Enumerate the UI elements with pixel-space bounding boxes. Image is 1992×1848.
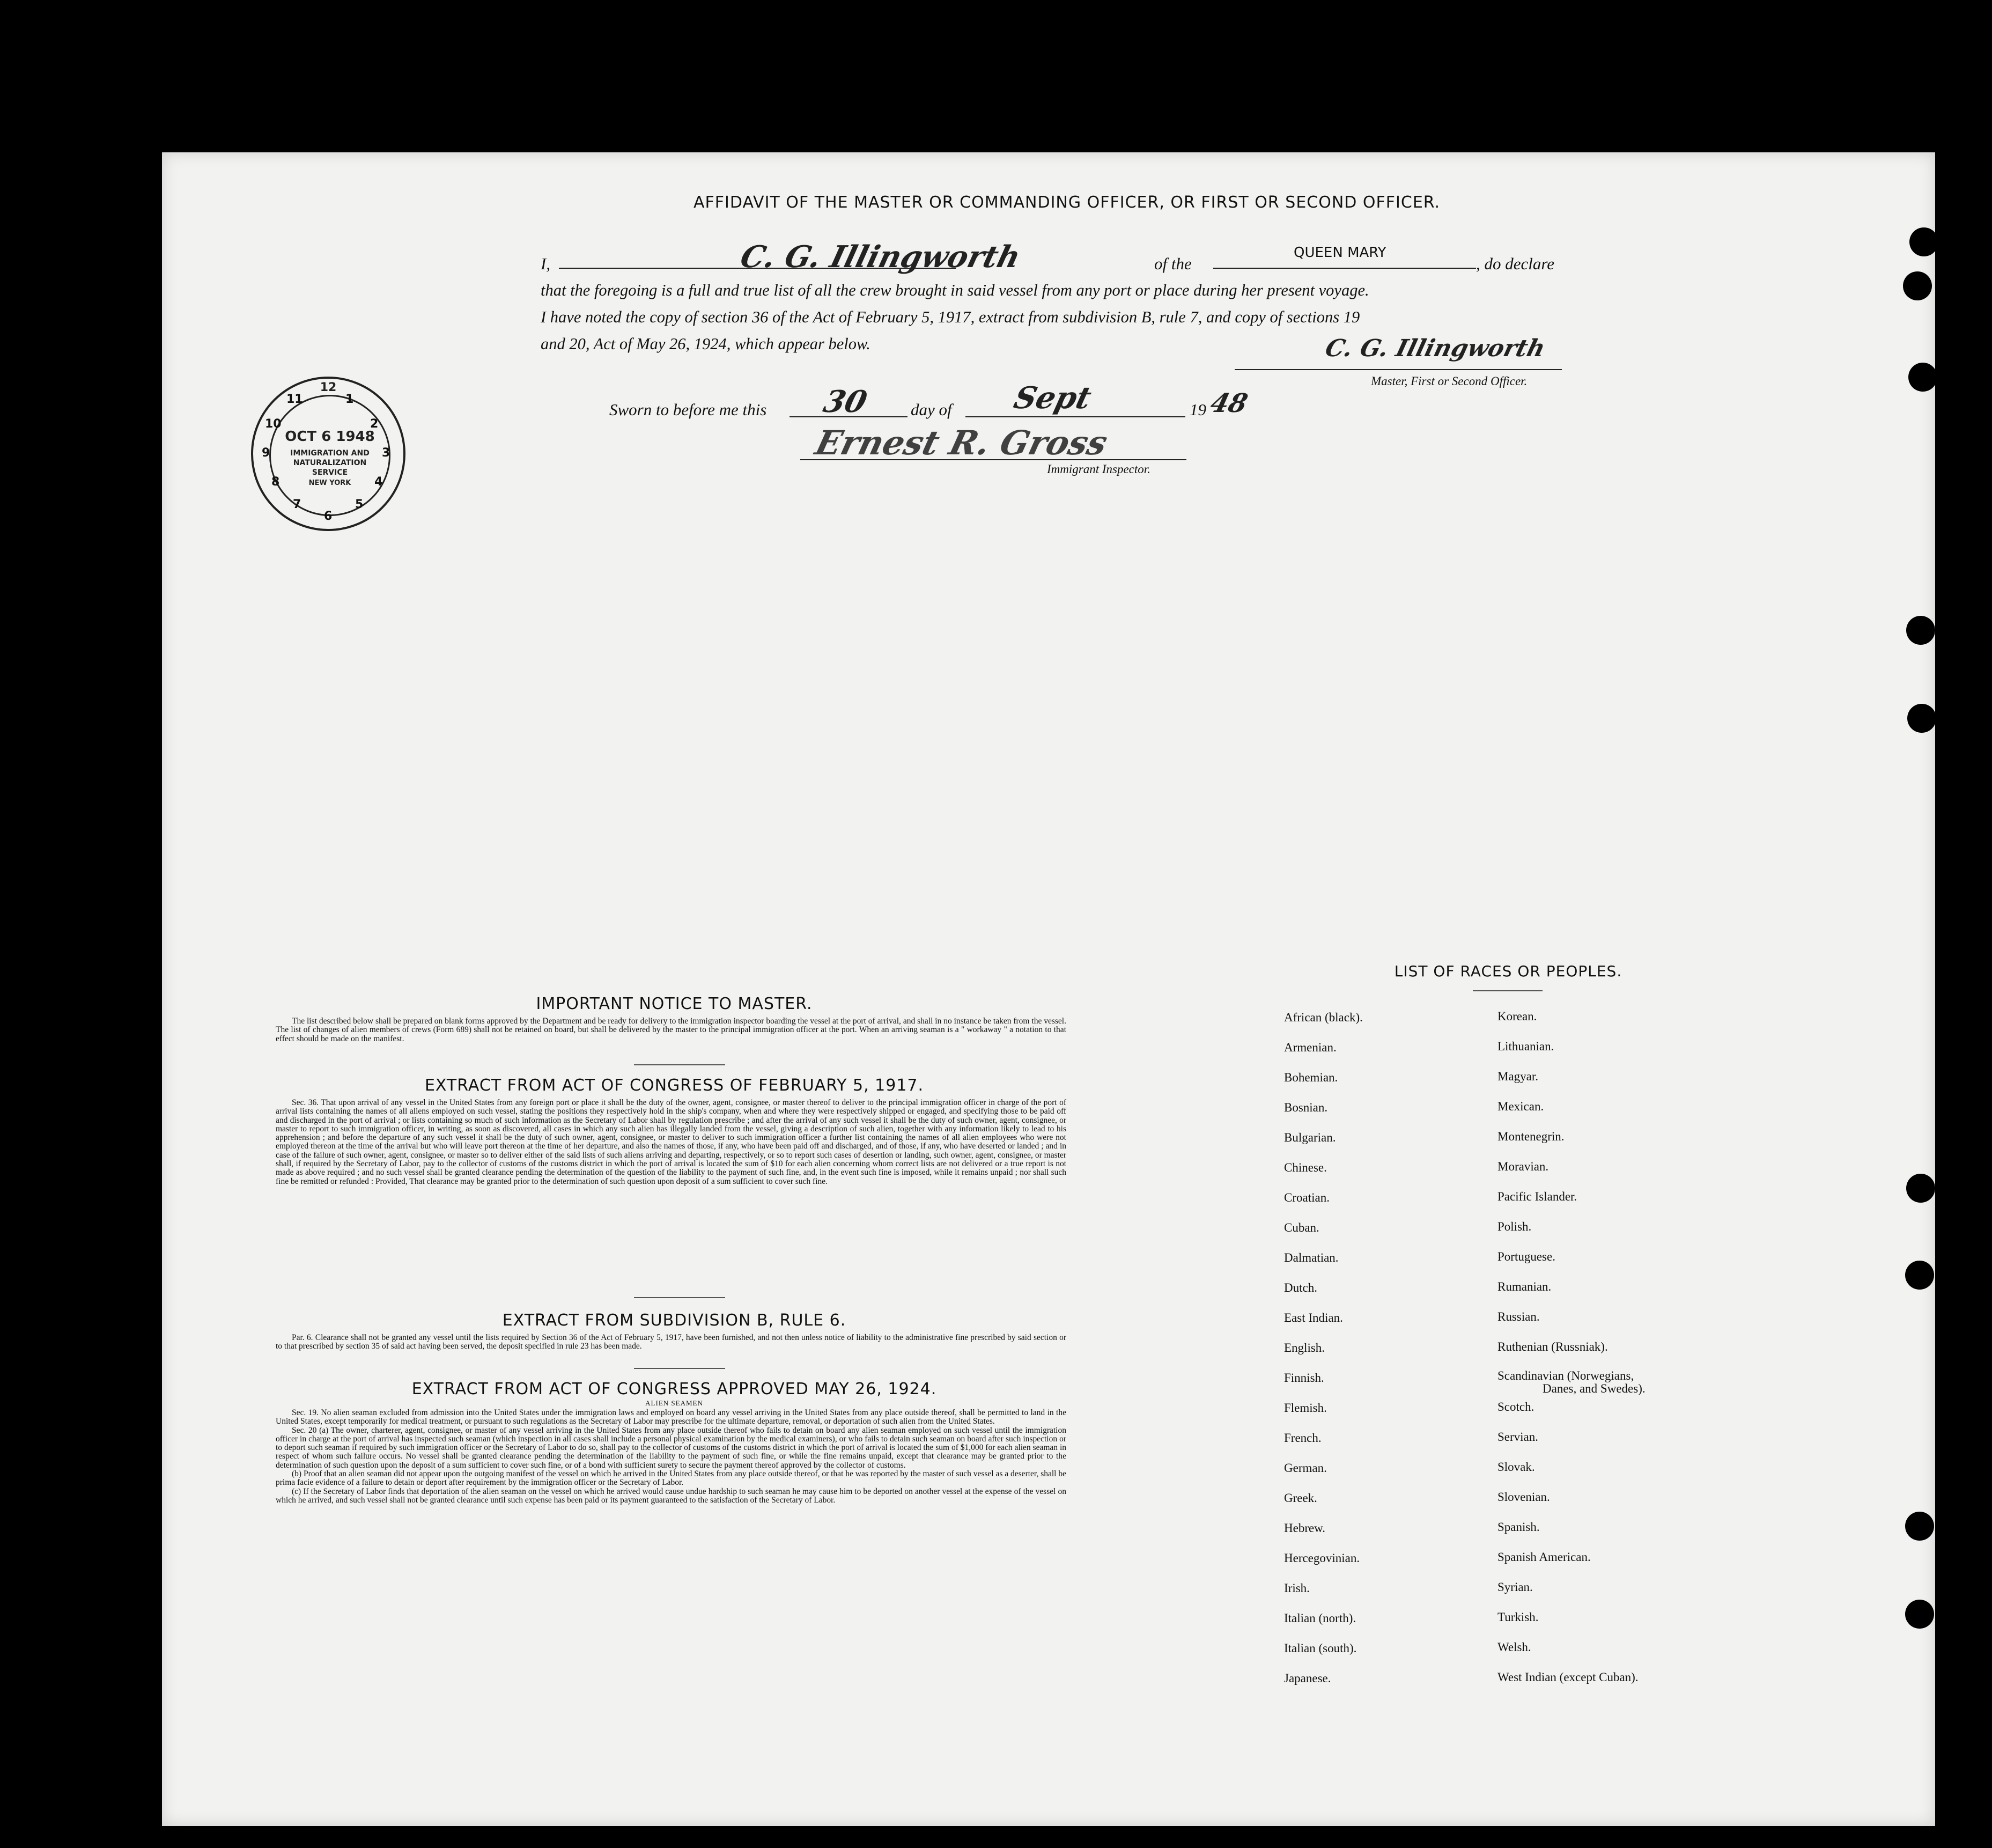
stamp-clock-12: 12 <box>320 381 337 394</box>
race-left-item: East Indian. <box>1284 1311 1343 1324</box>
race-right-item: Welsh. <box>1497 1640 1531 1654</box>
master-signature: C. G. Illingworth <box>1322 335 1548 362</box>
race-left-item: Italian (north). <box>1284 1611 1356 1625</box>
stamp-clock-7: 7 <box>293 498 301 511</box>
race-right-item: Moravian. <box>1497 1160 1549 1173</box>
master-signature-line <box>1235 369 1562 370</box>
race-right-item-continued: Danes, and Swedes). <box>1543 1382 1646 1395</box>
year-prefix: 19 <box>1190 400 1206 419</box>
subdivision-b-text <box>276 1334 1066 1351</box>
stamp-inner-ring <box>269 395 390 516</box>
punch-hole <box>1905 1261 1934 1290</box>
race-right-item: Magyar. <box>1497 1070 1539 1083</box>
punch-hole <box>1908 363 1937 392</box>
stamp-clock-2: 2 <box>370 417 379 431</box>
stamp-location: NEW YORK <box>308 479 351 487</box>
stamp-agency-line1: IMMIGRATION AND <box>290 449 370 458</box>
race-right-item: Korean. <box>1497 1010 1537 1023</box>
race-right-item: Scandinavian (Norwegians, <box>1497 1369 1634 1382</box>
stamp-agency-line3: SERVICE <box>312 468 348 477</box>
notice-text <box>276 1017 1066 1043</box>
stamp-agency-line2: NATURALIZATION <box>293 459 367 467</box>
extract-1917-text <box>276 1099 1066 1186</box>
race-left-item: Croatian. <box>1284 1191 1330 1204</box>
punch-hole <box>1907 704 1936 733</box>
sworn-label: Sworn to before me this <box>609 400 767 419</box>
race-left-item: German. <box>1284 1461 1327 1475</box>
extract-1924-subtitle: ALIEN SEAMEN <box>645 1399 703 1407</box>
subdivision-b-title: EXTRACT FROM SUBDIVISION B, RULE 6. <box>502 1311 846 1330</box>
extract-1917-title: EXTRACT FROM ACT OF CONGRESS OF FEBRUARY 5, 1917. <box>424 1076 924 1095</box>
race-left-item: Bulgarian. <box>1284 1131 1336 1144</box>
inspector-signature: Ernest R. Gross <box>811 423 1112 462</box>
extract-1917-paragraph: Sec. 36. That upon arrival of any vessel in the United States from any foreign port or place it shall be the duty of the owner, agent, consignee, or master thereof to deliver to the principal immigration officer in charge of the port of arrival lists containing the names of all aliens employed on such vessel, stating the positions they respectively hold in the ship's company, when and where they were respectively shipped or engaged, and specifying those to be paid off and discharged in the port of arrival ; or lists containing so much of such information as the Secretary of Labor shall by regulation prescribe ; and after the arrival of any such vessel it shall be the duty of such owner, agent, consignee, or master to report to such immigration officer, in writing, as soon as discovered, all cases in which any such alien has illegally landed from the vessel, giving a description of such alien, together with any information likely to lead to his apprehension ; and before the departure of any such vessel it shall be the duty of such owner, agent, consignee, or master to deliver to such immigration officer a further list containing the names of all alien employees who were not employed thereon at the time of the arrival but who will leave port thereon at the time of her departure, and also the names of those, if any, who have been paid off and discharged, and of those, if any, who have deserted or landed ; and in case of the failure of such owner, agent, consignee, or master so to deliver either of the said lists of such aliens arriving and departing, respectively, or so to report such cases of desertion or landing, such owner, agent, consignee, or master shall, if required by the Secretary of Labor, pay to the collector of customs of the customs district in which the port of arrival is located the sum of $10 for each alien concerning whom correct lists are not delivered or a true report is not made as above required ; and no such vessel shall be granted clearance pending the determination of the question of the liability to the payment of such fine, and, in the event such fine is imposed, while it remains unpaid ; nor shall such fine be remitted or refunded : Provided, That clearance may be granted prior to the determination of such question upon deposit of a sum sufficient to cover such fine. <box>276 1098 1066 1186</box>
subdivision-b-paragraph: Par. 6. Clearance shall not be granted any vessel until the lists required by Section 36 of the Act of February 5, 1917, have been furnished, and not then unless notice of liability to the administrative fine prescribed by said section or to that prescribed by section 35 of said act having been served, the deposit specified in rule 23 has been made. <box>276 1333 1066 1351</box>
inspector-title: Immigrant Inspector. <box>1047 462 1150 476</box>
race-left-item: Bohemian. <box>1284 1071 1338 1084</box>
race-left-item: Dalmatian. <box>1284 1251 1339 1264</box>
punch-hole <box>1903 271 1932 300</box>
affidavit-line-4: and 20, Act of May 26, 1924, which appear below. <box>541 335 870 353</box>
i-label: I, <box>541 254 551 273</box>
master-title: Master, First or Second Officer. <box>1371 374 1528 388</box>
stamp-clock-11: 11 <box>286 393 303 406</box>
race-right-item: Ruthenian (Russniak). <box>1497 1340 1608 1353</box>
race-right-item: Syrian. <box>1497 1580 1533 1594</box>
race-left-item: Hercegovinian. <box>1284 1551 1360 1565</box>
race-left-item: English. <box>1284 1341 1325 1354</box>
sec-20c-paragraph: (c) If the Secretary of Labor finds that deportation of the alien seaman on the vessel on which he arrived would cause undue hardship to such seaman he may cause him to be deported on another vessel at the expense of the vessel on which he arrived, and such vessel shall not be granted clearance until such expense has been paid or its payment guaranteed to the satisfaction of the Secretary of Labor. <box>276 1486 1066 1505</box>
divider <box>1473 990 1543 991</box>
notice-title: IMPORTANT NOTICE TO MASTER. <box>536 995 813 1013</box>
race-left-item: Italian (south). <box>1284 1641 1357 1655</box>
race-left-item: Armenian. <box>1284 1041 1337 1054</box>
race-left-item: Chinese. <box>1284 1161 1327 1174</box>
race-left-item: Finnish. <box>1284 1371 1324 1385</box>
stamp-clock-10: 10 <box>265 417 282 431</box>
race-right-item: Mexican. <box>1497 1100 1544 1113</box>
affidavit-line-2: that the foregoing is a full and true list of all the crew brought in said vessel from any port or place during her present voyage. <box>541 281 1369 299</box>
punch-hole <box>1909 227 1938 256</box>
day-of-label: day of <box>911 400 952 419</box>
race-right-item: Servian. <box>1497 1430 1539 1444</box>
race-right-item: Rumanian. <box>1497 1280 1552 1293</box>
punch-hole <box>1905 1600 1934 1629</box>
of-the-label: of the <box>1154 254 1192 273</box>
vessel-name-line <box>1213 268 1476 269</box>
race-right-item: Portuguese. <box>1497 1250 1555 1263</box>
race-right-item: Slovak. <box>1497 1460 1535 1474</box>
race-right-item: Pacific Islander. <box>1497 1190 1577 1203</box>
sec-20a-paragraph: Sec. 20 (a) The owner, charterer, agent, consignee, or master of any vessel arriving in the United States from any place outside thereof who fails to detain on board any alien seaman employed on such vessel until the immigration officer in charge at the port of arrival has inspected such seaman (which inspection in all cases shall include a personal physical examination by the medical examiners), or who fails to detain such seaman on board after such inspection or to deport such seaman if required by such immigration officer or the Secretary of Labor to do so, shall pay to the collector of customs of the customs district in which the port of arrival is located the sum of $1,000 for each alien seaman in respect of whom such failure occurs. No vessel shall be granted clearance pending the determination of the liability to the payment of such fine, or while the fine remains unpaid, except that clearance may be granted prior to the determination of such question upon the deposit of a sum sufficient to cover such fine, or of a bond with sufficient surety to secure the payment thereof approved by the collector of customs. <box>276 1425 1066 1470</box>
punch-hole <box>1906 616 1935 645</box>
punch-hole <box>1905 1512 1934 1541</box>
inspector-signature-line <box>800 459 1186 460</box>
sworn-day: 30 <box>820 384 871 419</box>
race-right-item: Spanish. <box>1497 1520 1540 1534</box>
races-heading: LIST OF RACES OR PEOPLES. <box>1394 962 1622 980</box>
race-right-item: West Indian (except Cuban). <box>1497 1670 1639 1684</box>
race-right-item: Lithuanian. <box>1497 1040 1554 1053</box>
year-suffix: 48 <box>1207 388 1251 418</box>
race-right-item: Slovenian. <box>1497 1490 1550 1504</box>
master-name-handwritten: C. G. Illingworth <box>736 239 1024 275</box>
extract-1924-text <box>276 1409 1066 1505</box>
vessel-name: QUEEN MARY <box>1294 245 1386 261</box>
sec-19-paragraph: Sec. 19. No alien seaman excluded from admission into the United States under the immigration laws and employed on board any vessel arriving in the United States from any place outside thereof, shall be permitted to land in the United States, except temporarily for medical treatment, or pursuant to such regulations as the Secretary of Labor may prescribe for the ultimate departure, removal, or deportation of such alien from the United States. <box>276 1408 1066 1426</box>
stamp-clock-9: 9 <box>262 446 270 460</box>
race-right-item: Russian. <box>1497 1310 1540 1323</box>
document-page <box>162 152 1935 1826</box>
divider <box>634 1064 725 1065</box>
race-left-item: Hebrew. <box>1284 1521 1326 1535</box>
race-right-item: Polish. <box>1497 1220 1532 1233</box>
stamp-clock-8: 8 <box>271 475 280 489</box>
divider <box>634 1368 725 1369</box>
sec-20b-paragraph: (b) Proof that an alien seaman did not appear upon the outgoing manifest of the vessel on which he arrived in the United States from any place outside thereof, or that he was reported by the master of such vessel as a deserter, shall be prima facie evidence of a failure to detain or deport after requirement by the immigration officer or the Secretary of Labor. <box>276 1469 1066 1488</box>
stamp-clock-6: 6 <box>324 510 333 523</box>
stamp-clock-4: 4 <box>374 475 383 489</box>
race-right-item: Montenegrin. <box>1497 1130 1565 1143</box>
race-right-item: Spanish American. <box>1497 1550 1591 1564</box>
race-left-item: Bosnian. <box>1284 1101 1328 1114</box>
divider <box>634 1297 725 1298</box>
race-right-item: Scotch. <box>1497 1400 1534 1413</box>
race-left-item: French. <box>1284 1431 1322 1445</box>
sworn-month-line <box>965 416 1185 417</box>
race-left-item: Japanese. <box>1284 1672 1331 1685</box>
affidavit-heading: AFFIDAVIT OF THE MASTER OR COMMANDING OFFICER, OR FIRST OR SECOND OFFICER. <box>693 193 1441 212</box>
race-left-item: Dutch. <box>1284 1281 1317 1294</box>
race-right-item: Turkish. <box>1497 1610 1539 1624</box>
punch-hole <box>1906 1174 1935 1203</box>
stamp-date: OCT 6 1948 <box>285 429 375 445</box>
extract-1924-title: EXTRACT FROM ACT OF CONGRESS APPROVED MAY 26, 1924. <box>411 1380 937 1398</box>
race-left-item: Flemish. <box>1284 1401 1327 1415</box>
affidavit-line-3: I have noted the copy of section 36 of the Act of February 5, 1917, extract from subdivision B, rule 7, and copy of sections 19 <box>541 308 1360 326</box>
stamp-clock-3: 3 <box>382 446 390 460</box>
race-left-item: African (black). <box>1284 1011 1363 1024</box>
race-left-item: Cuban. <box>1284 1221 1319 1234</box>
race-left-item: Irish. <box>1284 1581 1310 1595</box>
sworn-month: Sept <box>1010 380 1095 416</box>
notice-paragraph: The list described below shall be prepared on blank forms approved by the Department and be ready for delivery to the immigration inspector boarding the vessel at the port of arrival, and shall in no instance be taken from the vessel. The list of changes of alien members of crews (Form 689) shall not be retained on board, but shall be delivered by the master to the principal immigration officer at the port. When an arriving seaman is a " workaway " a notation to that effect should be made on the manifest. <box>276 1017 1066 1043</box>
stamp-clock-1: 1 <box>345 393 354 406</box>
immigration-date-stamp <box>251 377 405 531</box>
do-declare-label: , do declare <box>1476 254 1555 273</box>
stamp-clock-5: 5 <box>355 498 364 511</box>
race-left-item: Greek. <box>1284 1491 1317 1505</box>
